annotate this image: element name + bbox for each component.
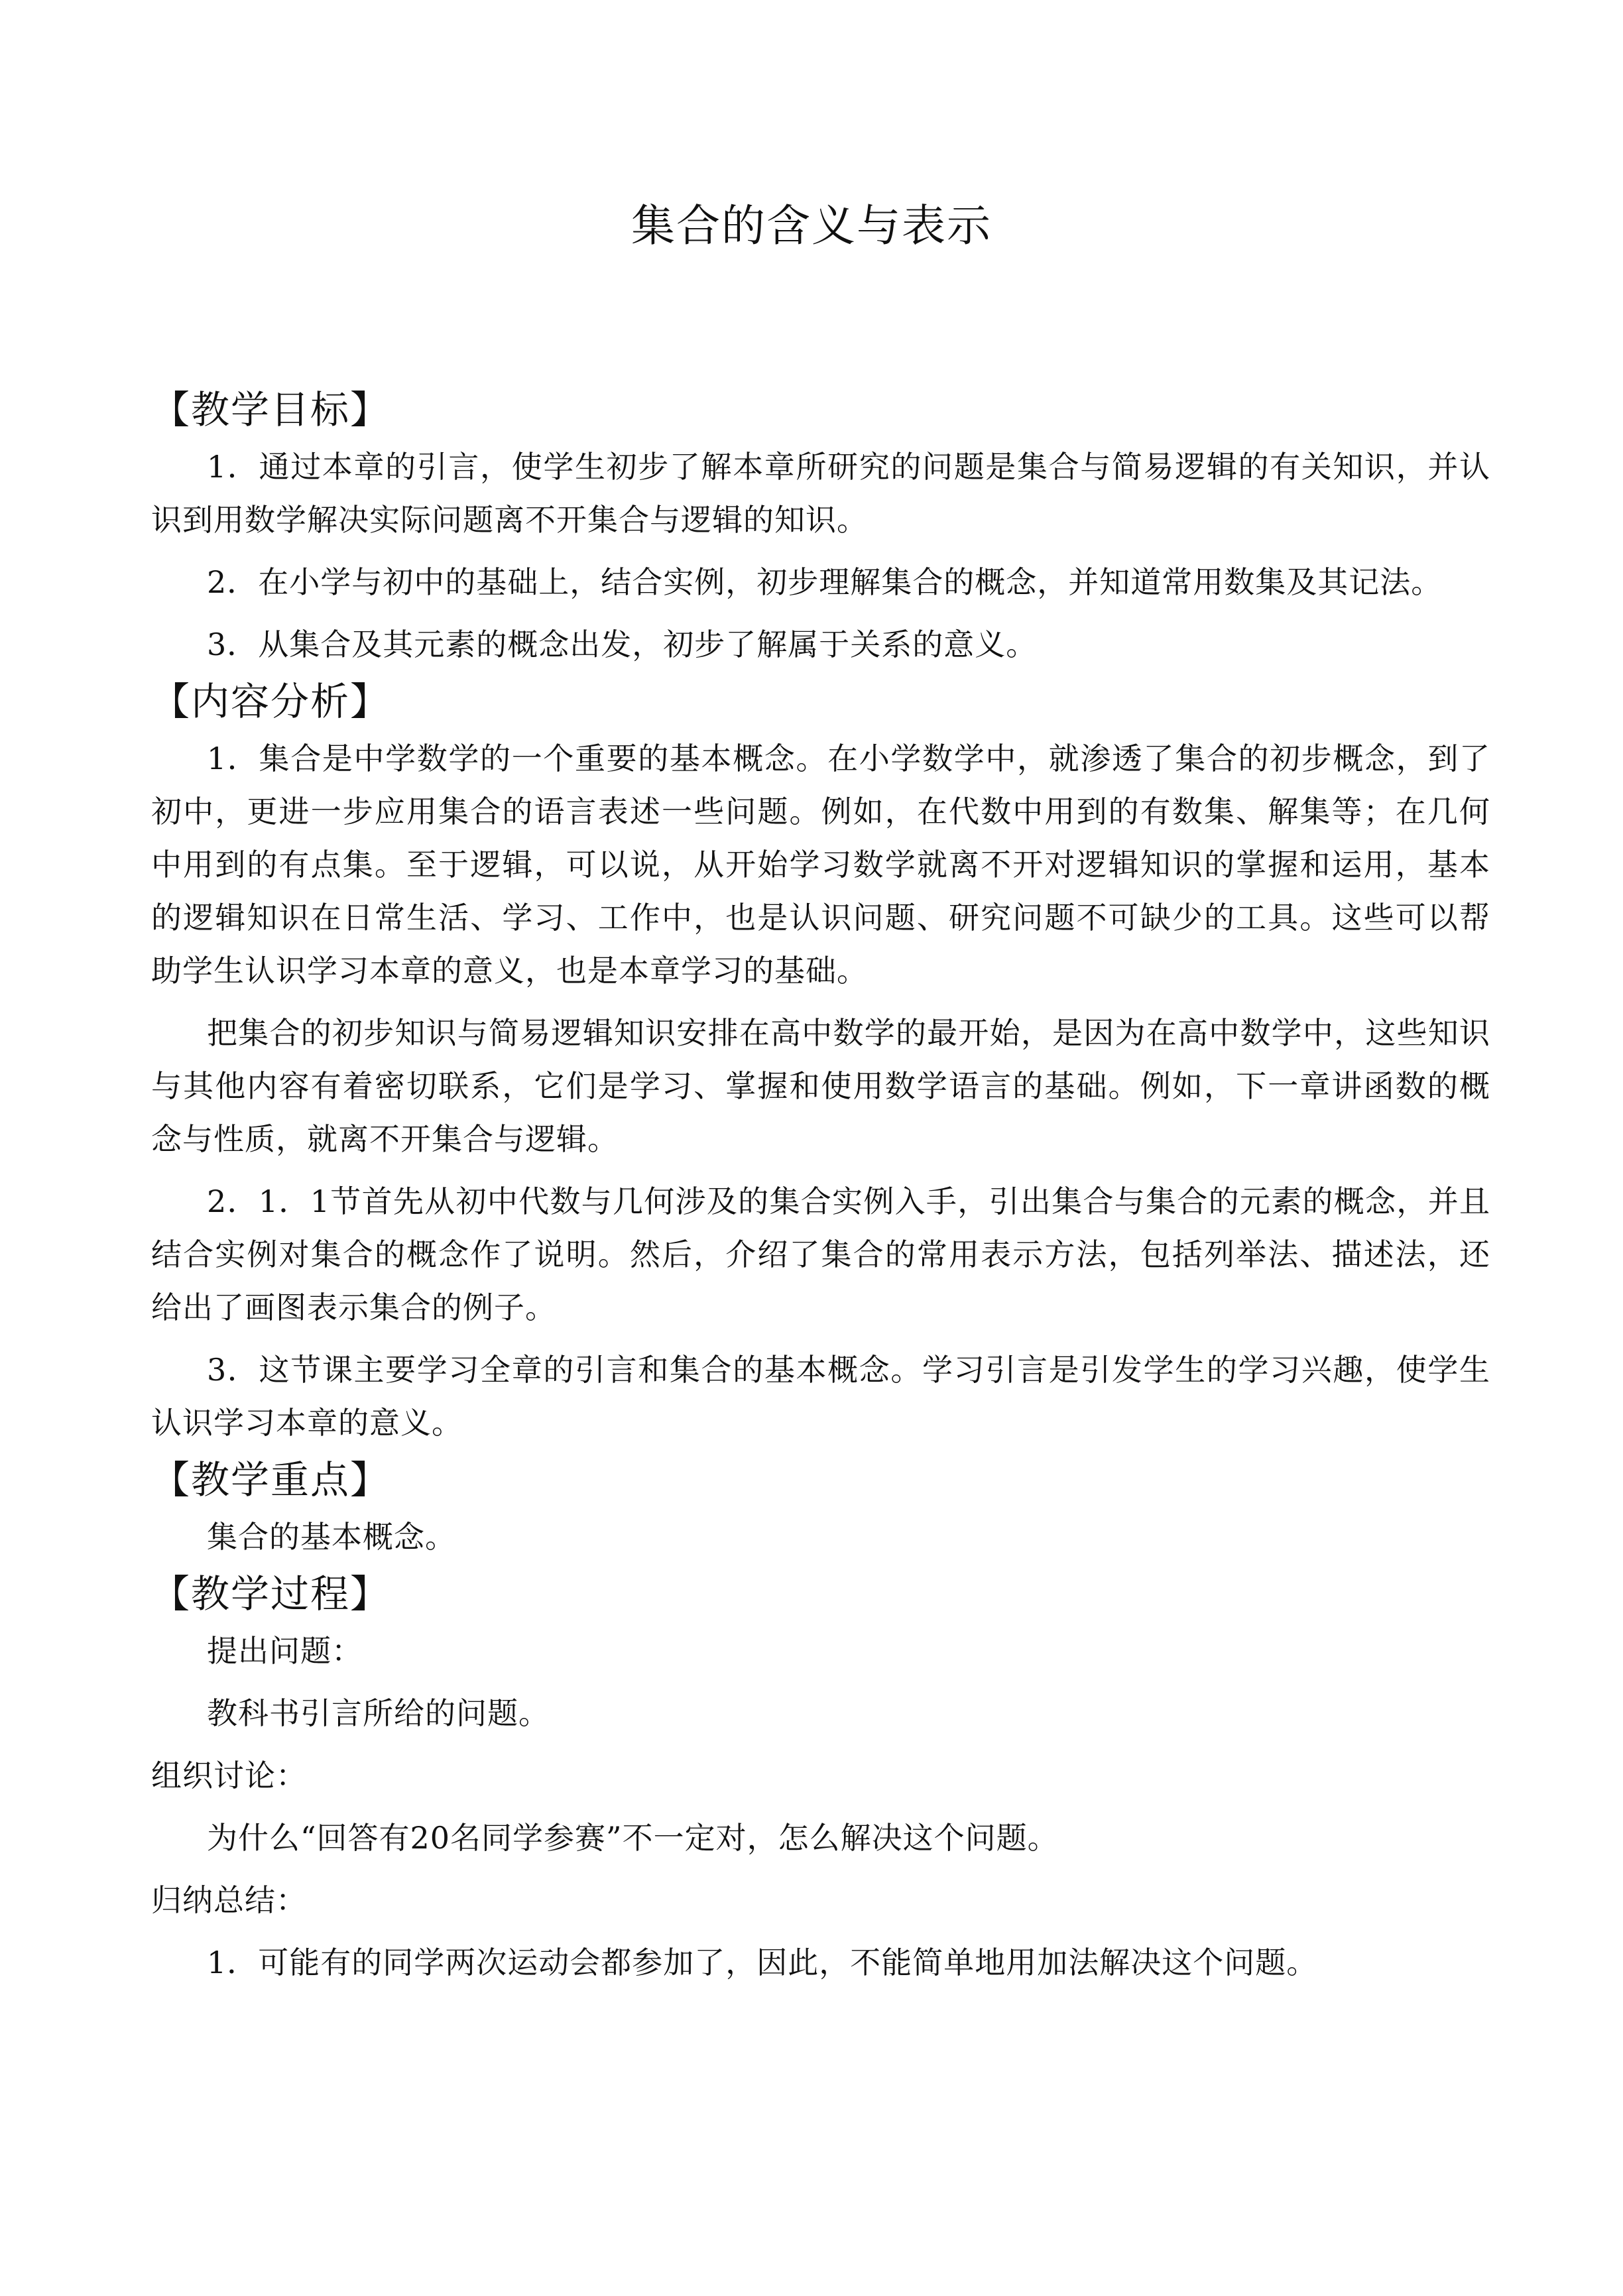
- objectives-paragraph-2: 2．在小学与初中的基础上，结合实例，初步理解集合的概念，并知道常用数集及其记法。: [207, 564, 1443, 600]
- process-paragraph-3: 组织讨论：: [151, 1758, 307, 1793]
- analysis-paragraph-4: 3．这节课主要学习全章的引言和集合的基本概念。学习引言是引发学生的学习兴趣，使学生认识学习本章的意义。: [151, 1352, 1490, 1441]
- heading-keypoint: 【教学重点】: [151, 1457, 391, 1502]
- objectives-paragraph-1: 1．通过本章的引言，使学生初步了解本章所研究的问题是集合与简易逻辑的有关知识，并认识到用数学解决实际问题离不开集合与逻辑的知识。: [151, 449, 1490, 538]
- document-body: [151, 379, 1490, 1989]
- heading-process: 【教学过程】: [151, 1571, 391, 1616]
- analysis-paragraph-3: 2．1．1节首先从初中代数与几何涉及的集合实例入手，引出集合与集合的元素的概念，并且结合实例对集合的概念作了说明。然后，介绍了集合的常用表示方法，包括列举法、描述法，还给出了画图表示集合的例子。: [151, 1183, 1490, 1325]
- keypoint-paragraph-1: 集合的基本概念。: [207, 1519, 456, 1555]
- process-paragraph-1: 提出问题：: [207, 1633, 363, 1669]
- process-paragraph-4: 为什么“回答有20名同学参赛”不一定对，怎么解决这个问题。: [207, 1820, 1059, 1856]
- document-title: 集合的含义与表示: [631, 200, 992, 251]
- heading-objectives: 【教学目标】: [151, 387, 391, 432]
- process-paragraph-5: 归纳总结：: [151, 1882, 307, 1918]
- objectives-paragraph-3: 3．从集合及其元素的概念出发，初步了解属于关系的意义。: [207, 627, 1038, 662]
- process-paragraph-6: 1．可能有的同学两次运动会都参加了，因此，不能简单地用加法解决这个问题。: [207, 1945, 1318, 1980]
- analysis-paragraph-2: 把集合的初步知识与简易逻辑知识安排在高中数学的最开始，是因为在高中数学中，这些知识与其他内容有着密切联系，它们是学习、掌握和使用数学语言的基础。例如，下一章讲函数的概念与性质，就离不开集合与逻辑。: [151, 1015, 1490, 1157]
- process-paragraph-2: 教科书引言所给的问题。: [207, 1695, 550, 1731]
- analysis-paragraph-1: 1．集合是中学数学的一个重要的基本概念。在小学数学中，就渗透了集合的初步概念，到了初中，更进一步应用集合的语言表述一些问题。例如，在代数中用到的有数集、解集等；在几何中用到的有点集。至于逻辑，可以说，从开始学习数学就离不开对逻辑知识的掌握和运用，基本的逻辑知识在日常生活、学习、工作中，也是认识问题、研究问题不可缺少的工具。这些可以帮助学生认识学习本章的意义，也是本章学习的基础。: [151, 741, 1490, 989]
- heading-analysis: 【内容分析】: [151, 679, 391, 724]
